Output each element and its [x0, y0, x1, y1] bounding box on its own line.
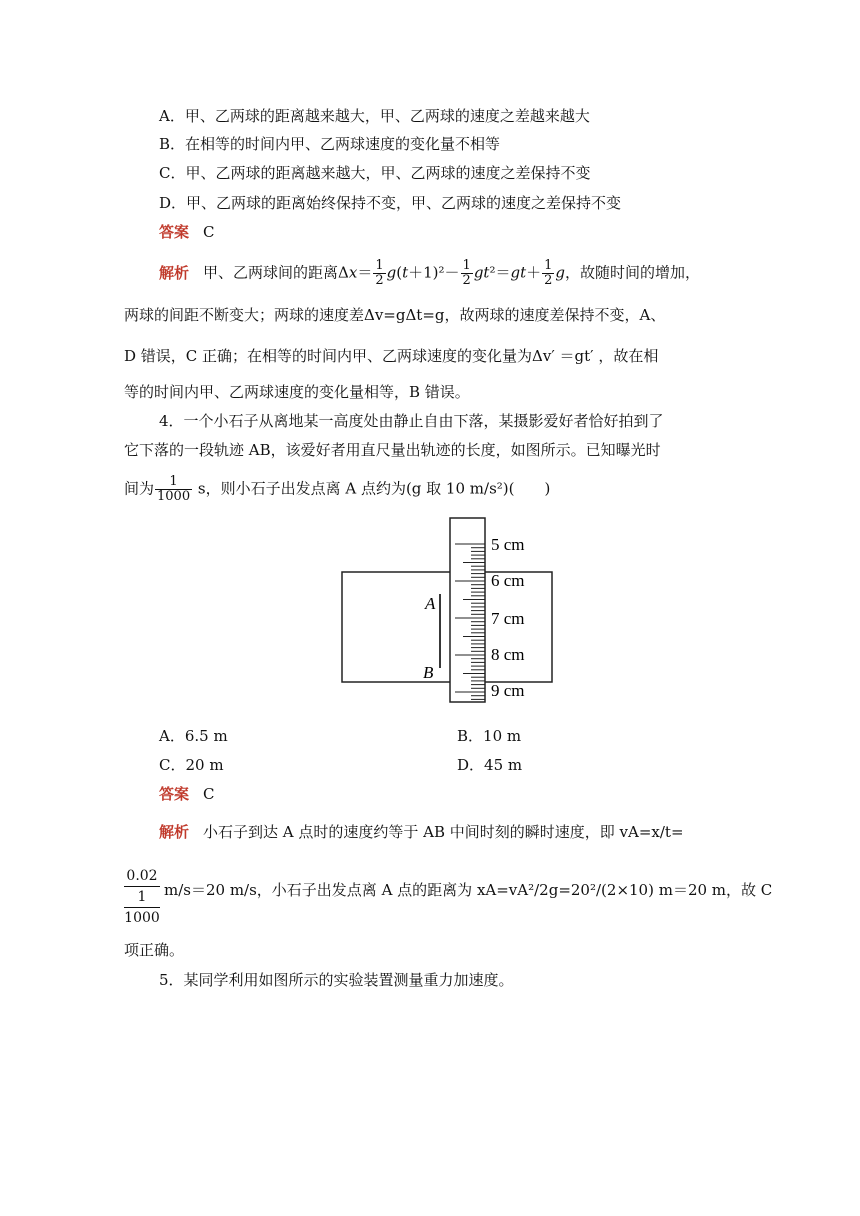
formula-fraction: $\frac{1}{2}$	[375, 258, 384, 288]
answer-value: C	[203, 785, 215, 803]
analysis-line-1: 解析 甲、乙两球间的距离Δx＝ $\frac{1}{2}$ g(t＋1)²－ $\frac{1}{2}$ gt²＝gt＋ $\frac{1}{2}$ g，故随时间的增加，	[159, 258, 701, 288]
answer-label: 答案	[159, 223, 190, 241]
analysis-label: 解析	[159, 263, 190, 282]
q4-stem-3	[124, 475, 550, 504]
analysis-line-2: 两球的间距不断变大；两球的速度差Δv=gΔt=g，故两球的速度差保持不变，A、	[124, 306, 666, 324]
q4-option-c: C．20 m	[159, 756, 224, 774]
q4-option-b: B．10 m	[457, 727, 522, 745]
analysis-line-3: D 错误，C 正确；在相等的时间内甲、乙两球速度的变化量为Δv′ ＝gt′ ，故在相	[124, 347, 659, 365]
q4-option-d: D．45 m	[457, 756, 523, 774]
q4-stem-1: 4．一个小石子从离地某一高度处由静止自由下落，某摄影爱好者恰好拍到了	[159, 412, 664, 430]
point-a-label: A	[425, 594, 436, 613]
answer-row	[159, 222, 215, 242]
option-a: A．甲、乙两球的距离越来越大，甲、乙两球的速度之差越来越大	[159, 107, 590, 125]
analysis-text: ，故随时间的增加，	[565, 263, 701, 282]
q5-stem: 5．某同学利用如图所示的实验装置测量重力加速度。	[159, 971, 514, 989]
ruler-label-9: 9 cm	[491, 681, 525, 700]
exposure-fraction: $\frac{1}{1000}$	[157, 474, 191, 504]
answer-label: 答案	[159, 785, 190, 803]
velocity-fraction: 0.02 1 1000	[124, 868, 160, 926]
analysis-text: 甲、乙两球间的距离Δ	[203, 263, 349, 282]
q4-answer-row	[159, 784, 215, 804]
q4-stem-text: s，则小石子出发点离 A 点约为(g 取 10 m/s²)( )	[193, 479, 551, 498]
ruler-label-6: 6 cm	[491, 571, 525, 590]
option-b: B．在相等的时间内甲、乙两球速度的变化量不相等	[159, 135, 501, 153]
analysis-text: 小石子到达 A 点时的速度约等于 AB 中间时刻的瞬时速度，即 vA=x/t=	[203, 823, 684, 841]
answer-value: C	[203, 223, 215, 241]
q4-analysis-line-2: m/s＝20 m/s，小石子出发点离 A 点的距离为 xA=vA²/2g=20²/(2×10) m＝20 m，故 C	[164, 881, 773, 899]
q4-stem-text: 间为	[124, 479, 155, 498]
ruler-label-8: 8 cm	[491, 645, 525, 664]
q4-analysis-line-3: 项正确。	[124, 941, 185, 959]
point-b-label: B	[423, 663, 434, 682]
ruler-label-7: 7 cm	[491, 609, 525, 628]
q4-option-a: A．6.5 m	[159, 727, 228, 745]
analysis-line-4: 等的时间内甲、乙两球速度的变化量相等，B 错误。	[124, 383, 470, 401]
option-d: D．甲、乙两球的距离始终保持不变，甲、乙两球的速度之差保持不变	[159, 194, 622, 212]
ruler	[450, 518, 485, 702]
q4-analysis-line-1	[159, 822, 684, 842]
formula-fraction: $\frac{1}{2}$	[462, 258, 471, 288]
ruler-label-5: 5 cm	[491, 535, 525, 554]
option-c: C．甲、乙两球的距离越来越大，甲、乙两球的速度之差保持不变	[159, 164, 591, 182]
q4-stem-2: 它下落的一段轨迹 AB，该爱好者用直尺量出轨迹的长度，如图所示。已知曝光时	[124, 441, 661, 459]
formula-fraction: $\frac{1}{2}$	[544, 258, 553, 288]
analysis-label: 解析	[159, 823, 190, 841]
ruler-figure	[328, 516, 568, 712]
